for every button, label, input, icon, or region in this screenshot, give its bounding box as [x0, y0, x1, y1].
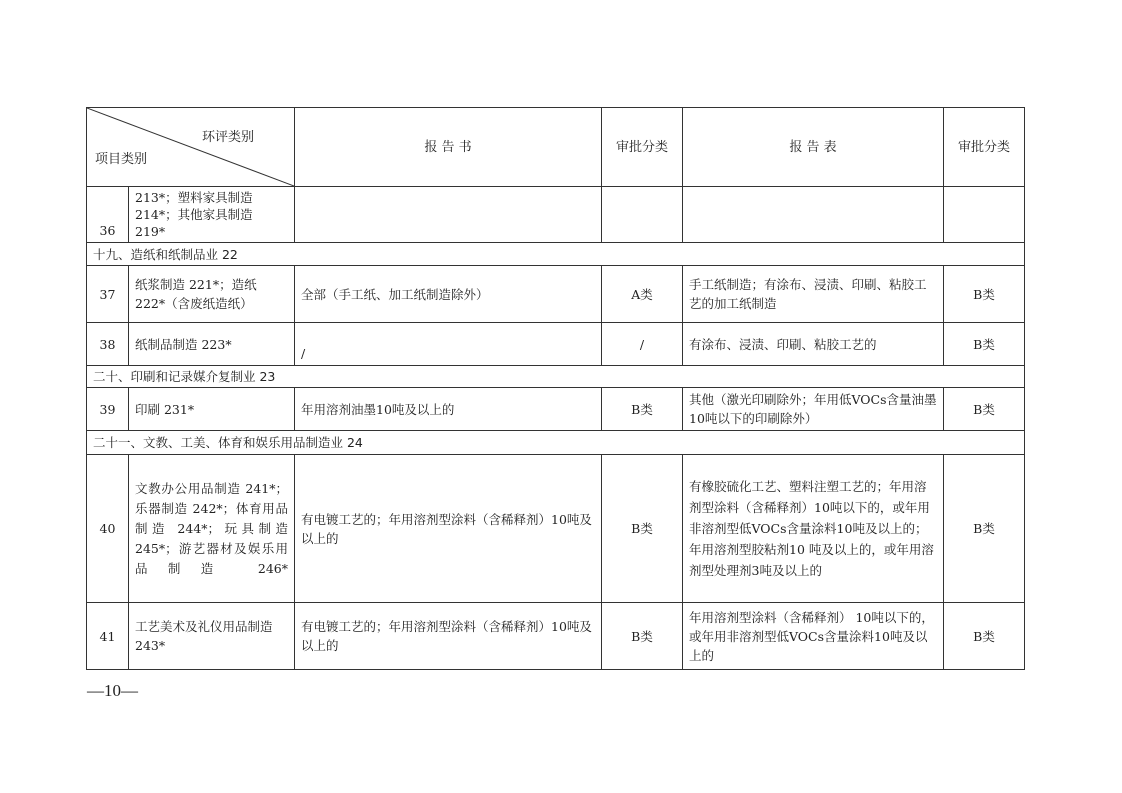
- row-number: 40: [87, 455, 129, 603]
- page-number: —10—: [87, 681, 138, 700]
- table-row: [87, 323, 1025, 366]
- report-class: A类: [602, 266, 683, 323]
- form-condition: 有涂布、浸渍、印刷、粘胶工艺的: [683, 323, 944, 366]
- table-header-row: [87, 108, 1025, 187]
- item-category: 印刷 231*: [129, 388, 295, 431]
- report-condition: [295, 187, 602, 243]
- row-number: 38: [87, 323, 129, 366]
- form-condition: 其他（激光印刷除外；年用低VOCs含量油墨10吨以下的印刷除外）: [683, 388, 944, 431]
- item-category: 工艺美术及礼仪用品制造 243*: [129, 603, 295, 670]
- col-report-header: 报 告 书: [295, 108, 602, 187]
- table-row: [87, 603, 1025, 670]
- form-class: B类: [944, 266, 1025, 323]
- diag-bottom-label: 项目类别: [95, 152, 148, 167]
- section-row: [87, 431, 1025, 455]
- form-condition: 手工纸制造；有涂布、浸渍、印刷、粘胶工艺的加工纸制造: [683, 266, 944, 323]
- section-title: 二十、印刷和记录媒介复制业 23: [87, 366, 1025, 388]
- table-row: [87, 388, 1025, 431]
- table-row: [87, 187, 1025, 243]
- section-title: 二十一、文教、工美、体育和娱乐用品制造业 24: [87, 431, 1025, 455]
- col-approval1-header: 审批分类: [602, 108, 683, 187]
- report-condition: 年用溶剂油墨10吨及以上的: [295, 388, 602, 431]
- item-category: 纸制品制造 223*: [129, 323, 295, 366]
- table-row: [87, 455, 1025, 603]
- row-number: 41: [87, 603, 129, 670]
- report-class: B类: [602, 603, 683, 670]
- row-number: 39: [87, 388, 129, 431]
- row-number: 37: [87, 266, 129, 323]
- item-category: 文教办公用品制造 241*；乐器制造 242*；体育用品制造 244*；玩具制造 245*；游艺器材及娱乐用品制造 246*: [129, 455, 295, 603]
- diag-top-label: 环评类别: [201, 130, 254, 145]
- form-condition: [683, 187, 944, 243]
- form-condition: 年用溶剂型涂料（含稀释剂） 10吨以下的，或年用非溶剂型低VOCs含量涂料10吨及以上的: [683, 603, 944, 670]
- diagonal-line: [87, 108, 294, 186]
- report-class: B类: [602, 388, 683, 431]
- diagonal-header-cell: [87, 108, 295, 187]
- report-class: [602, 187, 683, 243]
- col-approval2-header: 审批分类: [944, 108, 1025, 187]
- report-class: B类: [602, 455, 683, 603]
- section-row: [87, 243, 1025, 266]
- form-class: B类: [944, 323, 1025, 366]
- form-class: [944, 187, 1025, 243]
- report-condition: 有电镀工艺的；年用溶剂型涂料（含稀释剂）10吨及以上的: [295, 603, 602, 670]
- row-number: 36: [87, 187, 129, 243]
- form-class: B类: [944, 388, 1025, 431]
- section-row: [87, 366, 1025, 388]
- report-condition: 有电镀工艺的；年用溶剂型涂料（含稀释剂）10吨及以上的: [295, 455, 602, 603]
- item-category: 纸浆制造 221*；造纸 222*（含废纸造纸）: [129, 266, 295, 323]
- classification-table: [86, 107, 1025, 670]
- form-class: B类: [944, 603, 1025, 670]
- table-row: [87, 266, 1025, 323]
- section-title: 十九、造纸和纸制品业 22: [87, 243, 1025, 266]
- report-condition: 全部（手工纸、加工纸制造除外）: [295, 266, 602, 323]
- form-class: B类: [944, 455, 1025, 603]
- report-condition: /: [295, 323, 602, 366]
- report-class: /: [602, 323, 683, 366]
- form-condition: 有橡胶硫化工艺、塑料注塑工艺的；年用溶剂型涂料（含稀释剂）10吨以下的，或年用非溶剂型低VOCs含量涂料10吨及以上的；年用溶剂型胶粘剂10 吨及以上的，或年用溶剂型处理剂3吨及以上的: [683, 455, 944, 603]
- item-category: 213*；塑料家具制造 214*；其他家具制造 219*: [129, 187, 295, 243]
- col-form-header: 报 告 表: [683, 108, 944, 187]
